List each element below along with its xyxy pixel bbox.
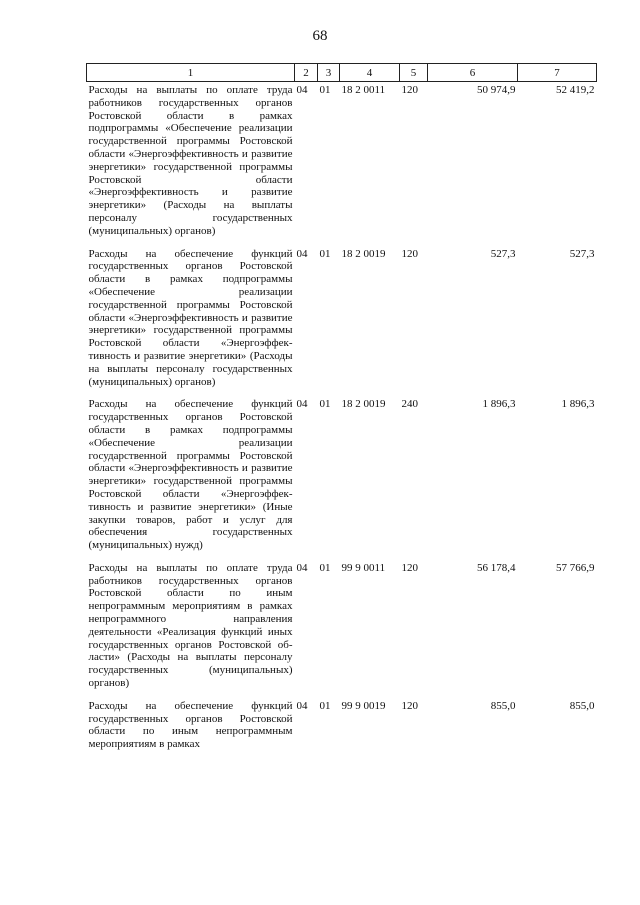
row-subsection-code: 01 bbox=[319, 84, 331, 96]
row-amount-col6: 855,0 bbox=[490, 699, 516, 712]
row-expense-type: 120 bbox=[401, 561, 418, 574]
row-amount-col7: 855,0 bbox=[569, 699, 595, 712]
row-amount-col7: 57 766,9 bbox=[556, 561, 595, 574]
row-target-article: 99 9 0019 bbox=[341, 699, 386, 712]
row-description: Расходы на обеспечение функций государственных органов Ростовской области по иным непрограммным мероприятиям в рамках bbox=[88, 699, 293, 751]
header-row bbox=[87, 64, 597, 82]
table-row bbox=[87, 560, 597, 698]
row-target-article: 18 2 0019 bbox=[341, 398, 386, 411]
row-description: Расходы на обеспечение функций государственных органов Ростовской области в рамках подпрограммы «Обеспечение реализации государственной программы Ростовской области «Энергоэффективность и развитие энергетики» государственной программы Ростовской области «Энергоэффективность и развитие энергетики» (Расходы на выплаты персоналу государственных (муниципальных) органов) bbox=[88, 247, 293, 388]
row-expense-type: 120 bbox=[401, 699, 418, 712]
budget-table bbox=[86, 63, 597, 759]
row-subsection-code: 01 bbox=[319, 398, 331, 411]
header-cell-3: 3 bbox=[318, 64, 340, 82]
row-amount-col6: 50 974,9 bbox=[477, 84, 516, 96]
row-target-article: 18 2 0019 bbox=[341, 247, 386, 260]
row-expense-type: 240 bbox=[401, 398, 418, 411]
row-subsection-code: 01 bbox=[319, 247, 331, 260]
row-section-code: 04 bbox=[296, 699, 308, 712]
page-number: 68 bbox=[312, 28, 328, 44]
header-cell-2: 2 bbox=[295, 64, 318, 82]
row-amount-col6: 56 178,4 bbox=[477, 561, 516, 574]
header-cell-5: 5 bbox=[400, 64, 428, 82]
row-section-code: 04 bbox=[296, 561, 308, 574]
row-expense-type: 120 bbox=[401, 84, 418, 96]
row-description: Расходы на обеспечение функций государственных органов Ростовской области в рамках подпрограммы «Обеспечение реализации государственной программы Ростовской области «Энергоэффективность и развитие энергетики» государственной программы Ростовской области «Энергоэффективность и развитие энергетики» (Иные закупки товаров, работ и услуг для обеспечения государственных (муниципальных) нужд) bbox=[88, 398, 293, 552]
header-cell-1: 1 bbox=[87, 64, 295, 82]
row-section-code: 04 bbox=[296, 84, 308, 96]
table-row bbox=[87, 82, 597, 246]
row-amount-col6: 527,3 bbox=[490, 247, 516, 260]
row-amount-col7: 1 896,3 bbox=[561, 398, 595, 411]
row-subsection-code: 01 bbox=[319, 561, 331, 574]
header-cell-4: 4 bbox=[340, 64, 400, 82]
table-row bbox=[87, 246, 597, 397]
row-target-article: 99 9 0011 bbox=[341, 561, 386, 574]
row-section-code: 04 bbox=[296, 247, 308, 260]
row-description: Расходы на выплаты по оплате труда работников государственных органов Ростовской области по иным непрограммным мероприятиям в рамках непрограммного направления деятельности «Реализация функций иных государственных органов Ростовской области» (Расходы на выплаты персоналу государственных (муниципальных) органов) bbox=[88, 561, 293, 690]
header-cell-7: 7 bbox=[518, 64, 597, 82]
row-amount-col7: 52 419,2 bbox=[556, 84, 595, 96]
table-row bbox=[87, 698, 597, 759]
row-description: Расходы на выплаты по оплате труда работников государственных органов Ростовской области в рамках подпрограммы «Обеспечение реализации государственной программы Ростовской области «Энергоэффективность и развитие энергетики» государственной программы Ростовской области «Энергоэффективность и развитие энергетики» (Расходы на выплаты персоналу государственных (муниципальных) органов) bbox=[88, 84, 293, 237]
row-target-article: 18 2 0011 bbox=[341, 84, 386, 96]
row-amount-col6: 1 896,3 bbox=[482, 398, 516, 411]
row-section-code: 04 bbox=[296, 398, 308, 411]
header-cell-6: 6 bbox=[428, 64, 518, 82]
row-subsection-code: 01 bbox=[319, 699, 331, 712]
row-amount-col7: 527,3 bbox=[569, 247, 595, 260]
row-expense-type: 120 bbox=[401, 247, 418, 260]
table-row bbox=[87, 396, 597, 560]
